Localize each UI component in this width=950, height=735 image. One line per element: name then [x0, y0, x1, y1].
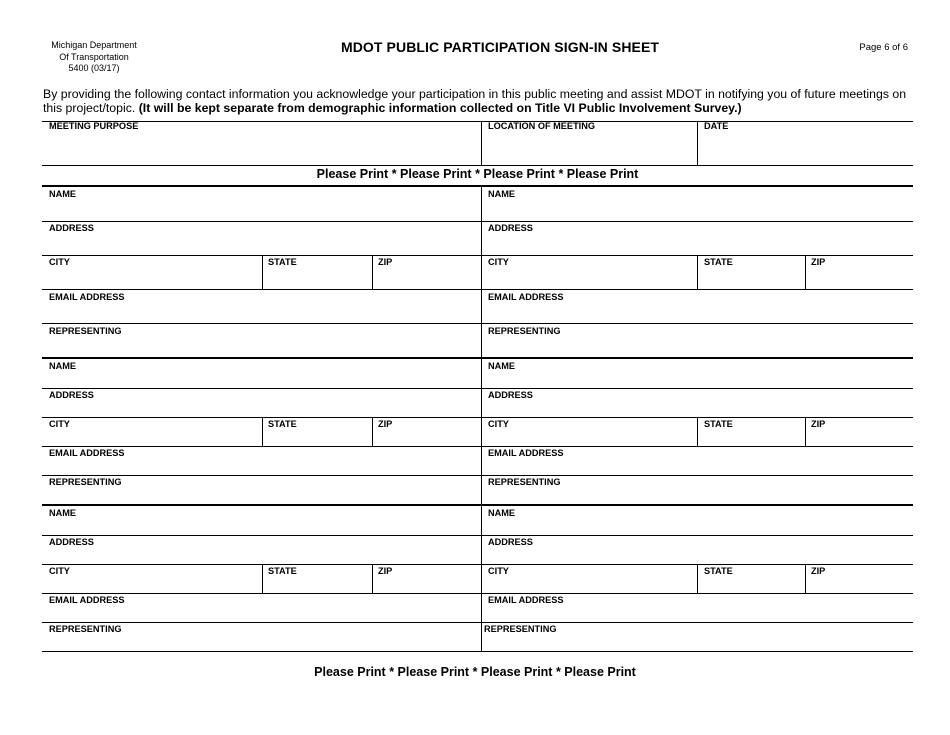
representing-field[interactable]: REPRESENTING: [488, 477, 561, 487]
address-field[interactable]: ADDRESS: [488, 537, 533, 547]
csz-divider: [372, 255, 373, 289]
email-field[interactable]: EMAIL ADDRESS: [49, 448, 125, 458]
csz-divider: [697, 564, 698, 593]
zip-field[interactable]: ZIP: [378, 566, 393, 576]
csz-divider: [805, 417, 806, 446]
city-field[interactable]: CITY: [488, 257, 509, 267]
row-rule: [42, 622, 913, 623]
zip-field[interactable]: ZIP: [378, 419, 393, 429]
row-rule: [42, 564, 913, 565]
print-banner-bottom: Please Print * Please Print * Please Print * Please Print: [314, 665, 636, 679]
csz-divider: [262, 564, 263, 593]
city-field[interactable]: CITY: [49, 257, 70, 267]
state-field[interactable]: STATE: [268, 257, 297, 267]
address-field[interactable]: ADDRESS: [49, 537, 94, 547]
representing-field[interactable]: REPRESENTING: [484, 624, 557, 634]
email-field[interactable]: EMAIL ADDRESS: [49, 595, 125, 605]
state-field[interactable]: STATE: [268, 419, 297, 429]
meeting-row-top-rule: [42, 121, 913, 122]
name-field[interactable]: NAME: [49, 508, 77, 518]
zip-field[interactable]: ZIP: [811, 566, 826, 576]
city-field[interactable]: CITY: [488, 419, 509, 429]
name-field[interactable]: NAME: [488, 189, 516, 199]
meeting-row-bottom-rule: [42, 165, 913, 166]
csz-divider: [372, 417, 373, 446]
row-rule: [42, 388, 913, 389]
email-field[interactable]: EMAIL ADDRESS: [488, 595, 564, 605]
entries-top-rule: [42, 185, 913, 187]
name-field[interactable]: NAME: [488, 361, 516, 371]
name-field[interactable]: NAME: [488, 508, 516, 518]
organization-block: [40, 40, 148, 75]
csz-divider: [805, 564, 806, 593]
address-field[interactable]: ADDRESS: [49, 223, 94, 233]
group-rule: [42, 357, 913, 359]
row-rule: [42, 289, 913, 290]
state-field[interactable]: STATE: [704, 419, 733, 429]
representing-field[interactable]: REPRESENTING: [49, 477, 122, 487]
row-rule: [42, 221, 913, 222]
representing-field[interactable]: REPRESENTING: [49, 624, 122, 634]
intro-paragraph: [43, 87, 915, 115]
csz-divider: [262, 255, 263, 289]
email-field[interactable]: EMAIL ADDRESS: [488, 292, 564, 302]
email-field[interactable]: EMAIL ADDRESS: [49, 292, 125, 302]
row-rule: [42, 535, 913, 536]
address-field[interactable]: ADDRESS: [488, 390, 533, 400]
city-field[interactable]: CITY: [49, 566, 70, 576]
row-rule: [42, 593, 913, 594]
csz-divider: [697, 417, 698, 446]
row-rule: [42, 323, 913, 324]
row-rule: [42, 475, 913, 476]
meeting-purpose-field[interactable]: MEETING PURPOSE: [49, 121, 139, 131]
csz-divider: [697, 255, 698, 289]
city-field[interactable]: CITY: [488, 566, 509, 576]
name-field[interactable]: NAME: [49, 361, 77, 371]
row-rule: [42, 255, 913, 256]
page-number: Page 6 of 6: [859, 42, 908, 53]
print-banner-top: Please Print * Please Print * Please Print * Please Print: [316, 167, 639, 181]
zip-field[interactable]: ZIP: [811, 419, 826, 429]
zip-field[interactable]: ZIP: [811, 257, 826, 267]
org-name-line2: Of Transportation: [59, 51, 129, 62]
form-code: 5400 (03/17): [68, 63, 120, 73]
row-rule: [42, 446, 913, 447]
state-field[interactable]: STATE: [704, 257, 733, 267]
group-rule: [42, 504, 913, 506]
page-title: MDOT PUBLIC PARTICIPATION SIGN-IN SHEET: [340, 39, 660, 55]
csz-divider: [262, 417, 263, 446]
address-field[interactable]: ADDRESS: [488, 223, 533, 233]
intro-bold-note: (It will be kept separate from demographic information collected on Title VI Public Involvement Survey.): [138, 101, 742, 115]
meeting-divider-1: [481, 121, 482, 166]
meeting-date-field[interactable]: DATE: [704, 121, 729, 131]
city-field[interactable]: CITY: [49, 419, 70, 429]
meeting-divider-2: [697, 121, 698, 166]
zip-field[interactable]: ZIP: [378, 257, 393, 267]
name-field[interactable]: NAME: [49, 189, 77, 199]
meeting-location-field[interactable]: LOCATION OF MEETING: [488, 121, 596, 131]
csz-divider: [372, 564, 373, 593]
entries-bottom-rule: [42, 651, 913, 652]
email-field[interactable]: EMAIL ADDRESS: [488, 448, 564, 458]
representing-field[interactable]: REPRESENTING: [488, 326, 561, 336]
org-name-line1: Michigan Department: [51, 40, 137, 50]
state-field[interactable]: STATE: [268, 566, 297, 576]
row-rule: [42, 417, 913, 418]
intro-text: By providing the following contact information you acknowledge your participation in this public meeting and assist MDOT in notifying you of future meetings on this project/topic.: [43, 87, 907, 115]
csz-divider: [805, 255, 806, 289]
representing-field[interactable]: REPRESENTING: [49, 326, 122, 336]
address-field[interactable]: ADDRESS: [49, 390, 94, 400]
state-field[interactable]: STATE: [704, 566, 733, 576]
